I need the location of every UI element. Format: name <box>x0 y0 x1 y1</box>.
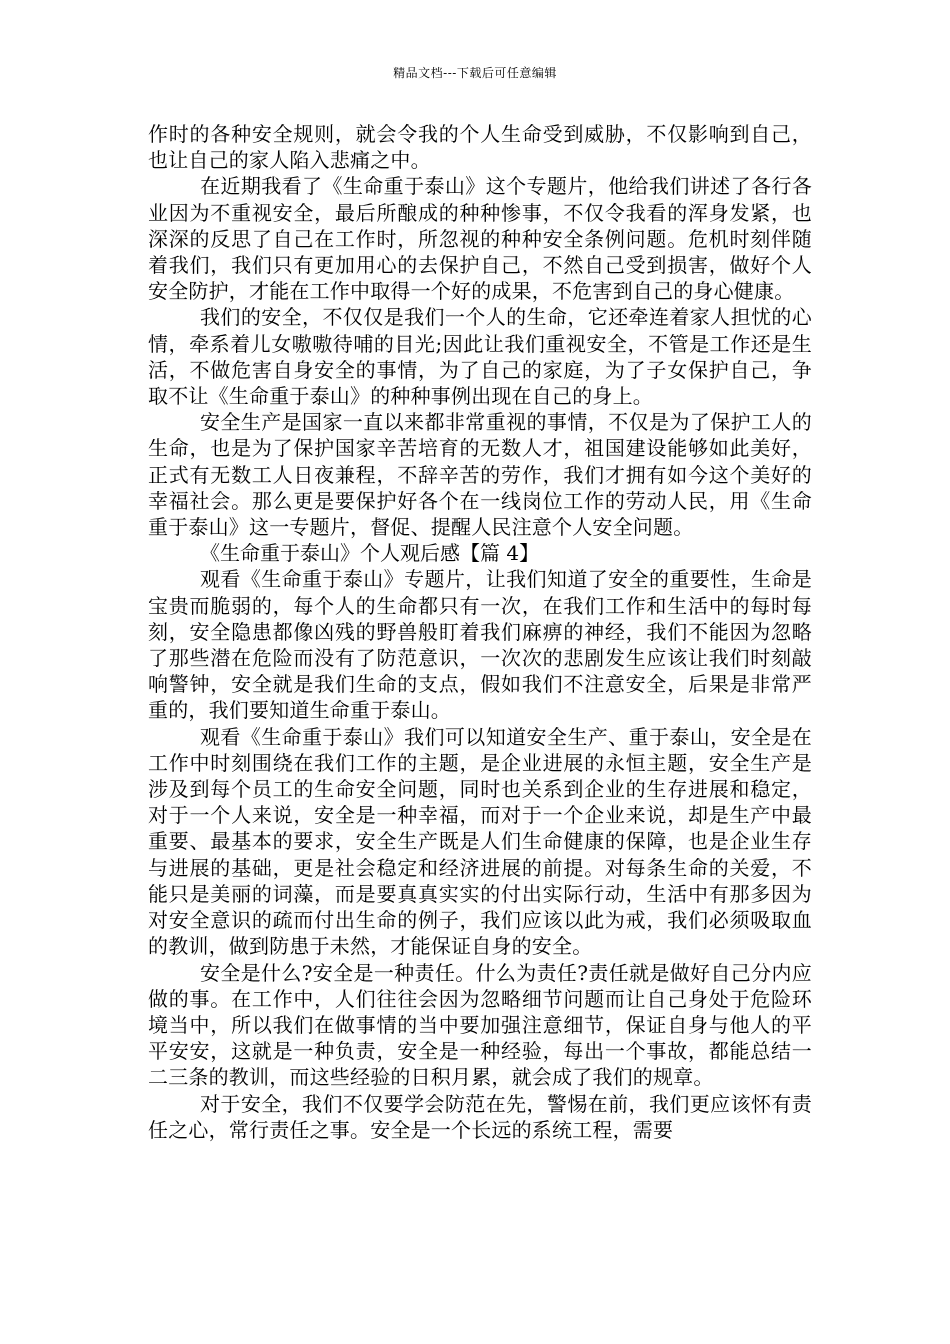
paragraph-7: 安全是什么?安全是一种责任。什么为责任?责任就是做好自己分内应做的事。在工作中，人们往往会因为忽略细节问题而让自己身处于危险环境当中，所以我们在做事情的当中要加强注意细节，保证自身与他人的平平安安，这就是一种负责，安全是一种经验，每出一个事故，都能总结一二三条的教训，而这些经验的日积月累，就会成了我们的规章。 <box>148 960 812 1090</box>
paragraph-4: 安全生产是国家一直以来都非常重视的事情，不仅是为了保护工人的生命，也是为了保护国家辛苦培育的无数人才，祖国建设能够如此美好，正式有无数工人日夜兼程，不辞辛苦的劳作，我们才拥有如今这个美好的幸福社会。那么更是要保护好各个在一线岗位工作的劳动人民，用《生命重于泰山》这一专题片，督促、提醒人民注意个人安全问题。 <box>148 410 812 540</box>
paragraph-2: 在近期我看了《生命重于泰山》这个专题片，他给我们讲述了各行各业因为不重视安全，最后所酿成的种种惨事，不仅令我看的浑身发紧，也深深的反思了自己在工作时，所忽视的种种安全条例问题。危机时刻伴随着我们，我们只有更加用心的去保护自己，不然自己受到损害，做好个人安全防护，才能在工作中取得一个好的成果，不危害到自己的身心健康。 <box>148 174 812 304</box>
paragraph-6: 观看《生命重于泰山》我们可以知道安全生产、重于泰山，安全是在工作中时刻围绕在我们工作的主题，是企业进展的永恒主题，安全生产是涉及到每个员工的生命安全问题，同时也关系到企业的生存进展和稳定，对于一个人来说，安全是一种幸福，而对于一个企业来说，却是生产中最重要、最基本的要求，安全生产既是人们生命健康的保障，也是企业生存与进展的基础，更是社会稳定和经济进展的前提。对每条生命的关爱，不能只是美丽的词藻，而是要真真实实的付出实际行动，生活中有那多因为对安全意识的疏而付出生命的例子，我们应该以此为戒，我们必须吸取血的教训，做到防患于未然，才能保证自身的安全。 <box>148 724 812 959</box>
paragraph-5: 观看《生命重于泰山》专题片，让我们知道了安全的重要性，生命是宝贵而脆弱的，每个人的生命都只有一次，在我们工作和生活中的每时每刻，安全隐患都像凶残的野兽般盯着我们麻痹的神经，我们不能因为忽略了那些潜在危险而没有了防范意识，一次次的悲剧发生应该让我们时刻敲响警钟，安全就是我们生命的支点，假如我们不注意安全，后果是非常严重的，我们要知道生命重于泰山。 <box>148 567 812 723</box>
paragraph-8: 对于安全，我们不仅要学会防范在先，警惕在前，我们更应该怀有责任之心，常行责任之事。安全是一个长远的系统工程，需要 <box>148 1091 812 1142</box>
page-header: 精品文档---下载后可任意编辑 <box>393 66 557 80</box>
document-body <box>148 121 812 1143</box>
paragraph-1: 作时的各种安全规则，就会令我的个人生命受到威胁，不仅影响到自己，也让自己的家人陷入悲痛之中。 <box>148 122 812 173</box>
section-heading: 《生命重于泰山》个人观后感【篇 4】 <box>200 541 540 566</box>
paragraph-3: 我们的安全，不仅仅是我们一个人的生命，它还牵连着家人担忧的心情，牵系着儿女嗷嗷待哺的目光;因此让我们重视安全，不管是工作还是生活，不做危害自身安全的事情，为了自己的家庭，为了子女保护自己，争取不让《生命重于泰山》的种种事例出现在自己的身上。 <box>148 305 812 409</box>
